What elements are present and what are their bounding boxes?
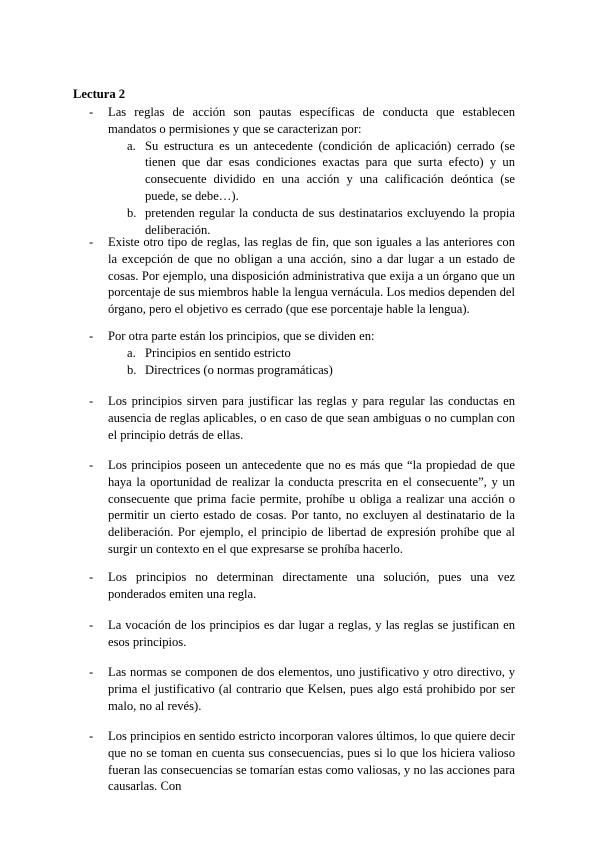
paragraph: Por otra parte están los principios, que se dividen en: — [108, 329, 375, 343]
list-item — [89, 328, 515, 378]
paragraph: Los principios poseen un antecedente que no es más que “la propiedad de que haya la oportunidad de realizar la conducta prescrita en el consecuente”, y un consecuente que prima facie permite, prohíbe u obliga a realizar una acción o permitir un cierto estado de cosas. Por tanto, no excluyen al destinatario de la deliberación. Por ejemplo, el principio de libertad de expresión prohíbe que al surgir un contexto en el que expresarse se prohíba hacerlo. — [108, 458, 515, 556]
list-item — [89, 664, 515, 714]
bullet-marker: - — [89, 618, 94, 632]
sub-item-text: Principios en sentido estricto — [145, 345, 291, 360]
paragraph: La vocación de los principios es dar lugar a reglas, y las reglas se justifican en esos principios. — [108, 618, 515, 649]
sub-item — [127, 362, 515, 379]
list-item — [89, 104, 515, 238]
list-item — [89, 234, 515, 318]
list-item — [89, 728, 515, 795]
bullet-marker: - — [89, 729, 94, 743]
paragraph: Los principios no determinan directamente una solución, pues una vez ponderados emiten una regla. — [108, 570, 515, 601]
sub-item-text: pretenden regular la conducta de sus destinatarios excluyendo la propia deliberación. — [145, 205, 515, 237]
sub-item-text: Directrices (o normas programáticas) — [145, 362, 333, 377]
sub-item-marker: b. — [127, 362, 137, 377]
bullet-marker: - — [89, 570, 94, 584]
section-heading: Lectura 2 — [73, 87, 126, 101]
sub-item-text: Su estructura es un antecedente (condición de aplicación) cerrado (se tienen que dar esas condiciones exactas para que surta efecto) y un consecuente dividido en una acción y una calificación deóntica (se puede, se debe…). — [145, 138, 515, 203]
list-item — [89, 457, 515, 558]
sub-item — [127, 138, 515, 205]
bullet-marker: - — [89, 105, 94, 119]
paragraph: Existe otro tipo de reglas, las reglas de fin, que son iguales a las anteriores con la excepción de que no obligan a una acción, sino a dar lugar a un estado de cosas. Por ejemplo, una disposición administrativa que exija a un órgano que un porcentaje de sus miembros hable la lengua vernácula. Los medios dependen del órgano, pero el objetivo es cerrado (que ese porcentaje hable la lengua). — [108, 235, 515, 317]
list-item — [89, 569, 515, 603]
sub-item-marker: a. — [127, 138, 136, 153]
paragraph: Los principios sirven para justificar las reglas y para regular las conductas en ausencia de reglas aplicables, o en caso de que sean ambiguas o no cumplan con el principio detrás de ellas. — [108, 394, 515, 442]
sub-item-marker: b. — [127, 205, 137, 220]
bullet-marker: - — [89, 329, 94, 343]
bullet-marker: - — [89, 235, 94, 249]
sub-item-marker: a. — [127, 345, 136, 360]
bullet-marker: - — [89, 394, 94, 408]
paragraph: Las normas se componen de dos elementos, uno justificativo y otro directivo, y prima el justificativo (al contrario que Kelsen, pues algo está prohibido por ser malo, no al revés). — [108, 665, 515, 713]
paragraph: Las reglas de acción son pautas específicas de conducta que establecen mandatos o permisiones y que se caracterizan por: — [108, 105, 515, 136]
bullet-marker: - — [89, 458, 94, 472]
bullet-marker: - — [89, 665, 94, 679]
sub-item — [127, 345, 515, 362]
list-item — [89, 393, 515, 443]
list-item — [89, 617, 515, 651]
paragraph: Los principios en sentido estricto incorporan valores últimos, lo que quiere decir que no se toman en cuenta sus consecuencias, pues si lo que los hiciera valioso fueran las consecuencias se tomarían estas como valiosas, y no las acciones para causarlas. Con — [108, 729, 515, 794]
